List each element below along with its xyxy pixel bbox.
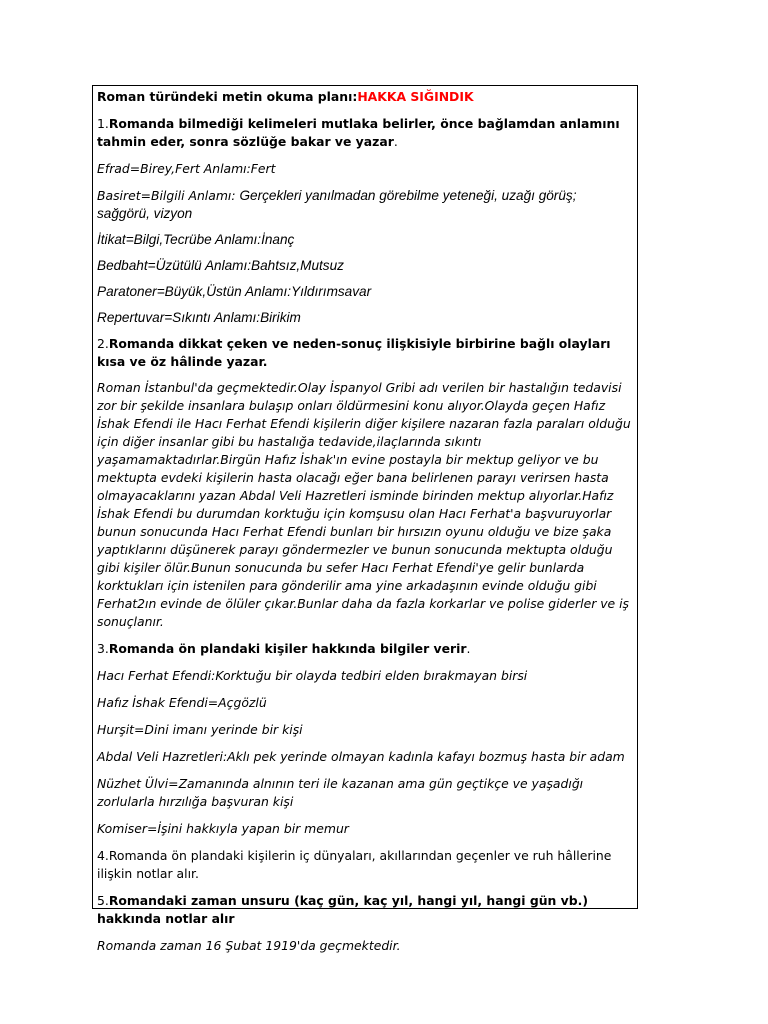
section-1-dot: . (393, 134, 398, 149)
document-title (97, 88, 633, 106)
section-5-heading (97, 892, 633, 928)
word-basiret (97, 187, 633, 223)
section-5-title: Romandaki zaman unsuru (kaç gün, kaç yıl, hangi yıl, hangi gün vb.) hakkında notlar alır (97, 893, 588, 926)
section-3-dot: . (466, 641, 471, 656)
word-efrad: Efrad=Birey,Fert Anlamı:Fert (97, 161, 276, 176)
title-highlight: HAKKA SIĞINDIK (357, 89, 474, 104)
character-ishak: Hafız İshak Efendi=Açgözlü (97, 695, 267, 710)
character-nuzhet: Nüzhet Ülvi=Zamanında alnının teri ile kazanan ama gün geçtikçe ve yaşadığı zorlularla hırzılığa başvuran kişi (97, 776, 584, 809)
section-1-heading (97, 115, 633, 151)
section-5-number: 5. (97, 893, 109, 908)
section-1-title: Romanda bilmediği kelimeleri mutlaka belirler, önce bağlamdan anlamını tahmin eder, sonra sözlüğe bakar ve yazar (97, 116, 620, 149)
section-2-title: Romanda dikkat çeken ve neden-sonuç ilişkisiyle birbirine bağlı olayları kısa ve öz hâlinde yazar. (97, 336, 611, 369)
word-itikat: İtikat=Bilgi,Tecrübe Anlamı:İnanç (97, 232, 295, 247)
word-basiret-meaning: Gerçekleri yanılmadan görebilme yeteneği, uzağı görüş; sağgörü, vizyon (97, 188, 577, 221)
word-basiret-term: Basiret=Bilgili Anlamı: (97, 188, 240, 203)
section-3-title: Romanda ön plandaki kişiler hakkında bilgiler verir (108, 641, 467, 656)
section-2-heading (97, 335, 633, 371)
section-4: 4.Romanda ön plandaki kişilerin iç dünyaları, akıllarından geçenler ve ruh hâllerine ilişkin notlar alır. (97, 848, 612, 881)
word-paratoner: Paratoner=Büyük,Üstün Anlamı:Yıldırımsavar (97, 284, 372, 299)
word-bedbaht: Bedbaht=Üzütülü Anlamı:Bahtsız,Mutsuz (97, 258, 344, 273)
section-3-heading (97, 640, 633, 658)
document-box (92, 85, 638, 953)
section-3-number: 3. (97, 641, 109, 656)
character-hursit: Hurşit=Dini imanı yerinde bir kişi (97, 722, 303, 737)
title-text: Roman türündeki metin okuma planı: (97, 89, 358, 104)
section-2-summary: Roman İstanbul'da geçmektedir.Olay İspanyol Gribi adı verilen bir hastalığın tedavisi zor bir şekilde insanlara bulaşıp onları öldürmesini konu alıyor.Olayda geçen Hafız İshak Efendi ile Hacı Ferhat Efendi kişilerin diğer kişilere nazaran fazla paraları olduğu için diğer insanlar gibi bu hastalığa tedavide,ilaçlarında sıkıntı yaşamamaktadırlar.Birgün Hafız İshak'ın evine postayla bir mektup geliyor ve bu mektupta evdeki kişilerin hasta olacağı eğer bana belirlenen parayı verirsen hasta olmayacaklarını yazan Abdal Veli Hazretleri isminde birinden mektup alıyorlar.Hafız İshak Efendi bu durumdan korktuğu için komşusu olan Hacı Ferhat'a başvuruyorlar bunun sonucunda Hacı Ferhat Efendi bunları bir hırsızın oyunu olduğu ve bize şaka yaptıklarını düşünerek parayı göndermezler ve bunun sonucunda mektupta olduğu gibi kişiler ölür.Bunun sonucunda bu sefer Hacı Ferhat Efendi'ye gelir bunlarda korktukları için istenilen para gönderilir ama yine arkadaşının evinde olduğu gibi Ferhat2ın evinde de ölüler çıkar.Bunlar daha da fazla korkarlar ve polise giderler ve iş sonuçlanır. (97, 380, 631, 629)
character-ferhat: Hacı Ferhat Efendi:Korktuğu bir olayda tedbiri elden bırakmayan birsi (97, 668, 528, 683)
section-5-note: Romanda zaman 16 Şubat 1919'da geçmektedir. (97, 938, 401, 953)
word-repertuvar: Repertuvar=Sıkıntı Anlamı:Birikim (97, 310, 301, 325)
character-komiser: Komiser=İşini hakkıyla yapan bir memur (97, 821, 349, 836)
character-abdal: Abdal Veli Hazretleri:Aklı pek yerinde olmayan kadınla kafayı bozmuş hasta bir adam (97, 749, 625, 764)
section-2-number: 2. (97, 336, 109, 351)
section-1-number: 1. (97, 116, 109, 131)
